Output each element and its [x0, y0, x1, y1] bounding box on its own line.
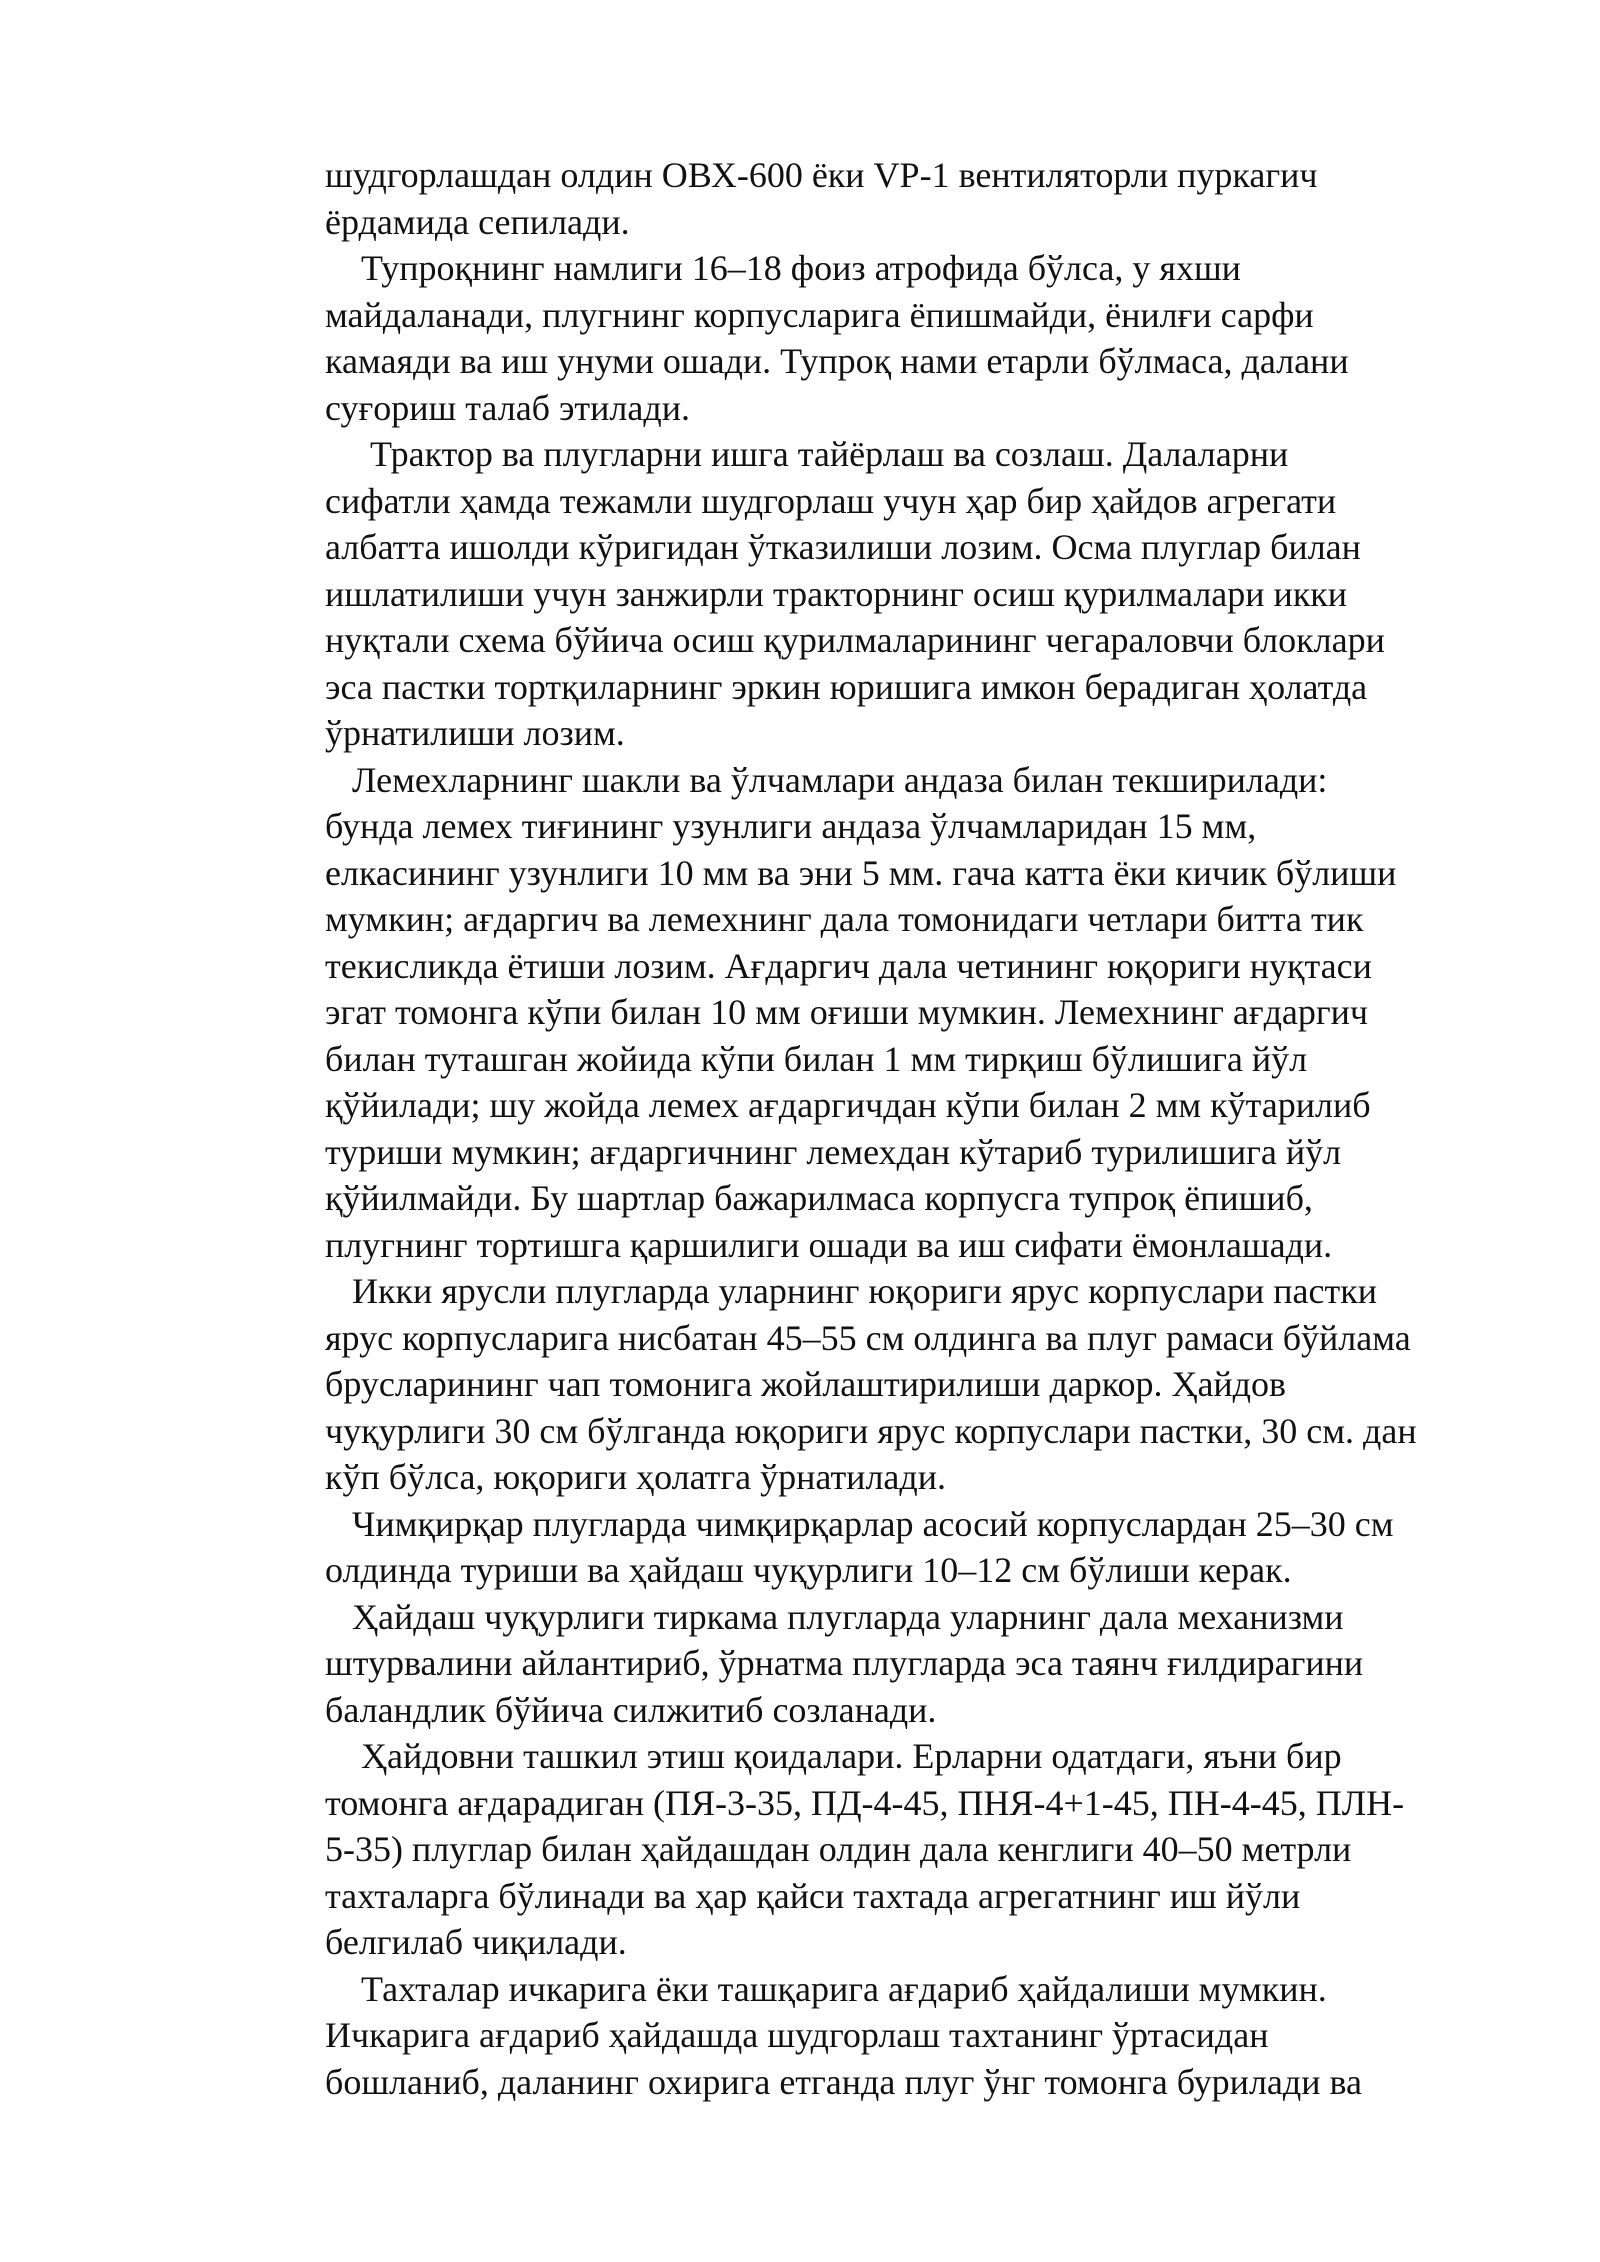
- text-line: штурвалини айлантириб, ўрнатма плугларда эса таянч ғилдирагини: [325, 1643, 1364, 1683]
- text-line: белгилаб чиқилади.: [325, 1922, 627, 1962]
- text-line: Тахталар ичкарига ёки ташқарига ағдариб ҳайдалиши мумкин.: [325, 1968, 1327, 2009]
- text-line: текисликда ётиши лозим. Ағдаргич дала четининг юқориги нуқтаси: [325, 945, 1372, 986]
- text-line: бунда лемех тиғининг узунлиги андаза ўлчамларидан 15 мм,: [325, 806, 1257, 846]
- text-line: ярус корпусларига нисбатан 45–55 см олдинга ва плуг рамаси бўйлама: [325, 1317, 1411, 1358]
- text-line: кўп бўлса, юқориги ҳолатга ўрнатилади.: [325, 1457, 946, 1497]
- text-line: Чимқирқар плугларда чимқирқарлар асосий корпуслардан 25–30 см: [325, 1503, 1394, 1544]
- text-line: майдаланади, плугнинг корпусларига ёпишмайди, ёнилғи сарфи: [325, 294, 1314, 335]
- text-line: Тупроқнинг намлиги 16–18 фоиз атрофида бўлса, у яхши: [325, 248, 1241, 288]
- text-line: туриши мумкин; ағдаргичнинг лемехдан кўтариб турилишига йўл: [325, 1131, 1342, 1172]
- text-line: шудгорлашдан олдин ОВХ-600 ёки VP-1 вентиляторли пуркагич: [325, 155, 1318, 195]
- text-line: камаяди ва иш унуми ошади. Тупроқ нами етарли бўлмаса, далани: [325, 341, 1349, 381]
- text-line: томонга ағдарадиган (ПЯ-3-35, ПД-4-45, ПНЯ-4+1-45, ПН-4-45, ПЛН-: [325, 1782, 1405, 1823]
- text-line: ёрдамида сепилади.: [325, 201, 630, 242]
- text-line: қўйилади; шу жойда лемех ағдаргичдан кўпи билан 2 мм кўтарилиб: [325, 1085, 1371, 1125]
- text-line: Лемехларнинг шакли ва ўлчамлари андаза билан текширилади:: [325, 759, 1328, 800]
- text-line: бошланиб, даланинг охирига етганда плуг ўнг томонга бурилади ва: [325, 2061, 1362, 2102]
- text-line: баландлик бўйича силжитиб созланади.: [325, 1689, 937, 1730]
- text-line: Ичкарига ағдариб ҳайдашда шудгорлаш тахтанинг ўртасидан: [325, 2015, 1269, 2055]
- text-line: плугнинг тортишга қаршилиги ошади ва иш сифати ёмонлашади.: [325, 1224, 1333, 1265]
- text-line: елкасининг узунлиги 10 мм ва эни 5 мм. гача катта ёки кичик бўлиши: [325, 852, 1397, 893]
- text-line: брусларининг чап томонига жойлаштирилиши даркор. Ҳайдов: [325, 1364, 1286, 1404]
- text-line: Ҳайдаш чуқурлиги тиркама плугларда уларнинг дала механизми: [325, 1596, 1344, 1637]
- text-line: олдинда туриши ва ҳайдаш чуқурлиги 10–12 см бўлиши керак.: [325, 1550, 1292, 1590]
- text-line: суғориш талаб этилади.: [325, 387, 690, 428]
- text-line: ишлатилиши учун занжирли тракторнинг осиш қурилмалари икки: [325, 573, 1348, 614]
- text-line: Трактор ва плугларни ишга тайёрлаш ва созлаш. Далаларни: [325, 434, 1289, 474]
- text-line: ўрнатилиши лозим.: [325, 713, 625, 753]
- body-text: [325, 152, 1475, 2105]
- text-line: 5-35) плуглар билан ҳайдашдан олдин дала кенглиги 40–50 метрли: [325, 1829, 1352, 1869]
- text-line: нуқтали схема бўйича осиш қурилмаларининг чегараловчи блоклари: [325, 620, 1385, 660]
- text-line: тахталарга бўлинади ва ҳар қайси тахтада агрегатнинг иш йўли: [325, 1875, 1301, 1916]
- text-line: Ҳайдовни ташкил этиш қоидалари. Ерларни одатдаги, яъни бир: [325, 1736, 1342, 1776]
- text-line: мумкин; ағдаргич ва лемехнинг дала томонидаги четлари битта тик: [325, 899, 1364, 939]
- text-line: эгат томонга кўпи билан 10 мм оғиши мумкин. Лемехнинг ағдаргич: [325, 992, 1369, 1032]
- text-line: Икки ярусли плугларда уларнинг юқориги ярус корпуслари пастки: [325, 1271, 1377, 1311]
- text-line: эса пастки тортқиларнинг эркин юришига имкон берадиган ҳолатда: [325, 666, 1368, 707]
- text-line: билан туташган жойида кўпи билан 1 мм тирқиш бўлишига йўл: [325, 1038, 1308, 1079]
- text-line: сифатли ҳамда тежамли шудгорлаш учун ҳар бир ҳайдов агрегати: [325, 480, 1337, 521]
- text-line: албатта ишолди кўригидан ўтказилиши лозим. Осма плуглар билан: [325, 527, 1361, 567]
- text-line: чуқурлиги 30 см бўлганда юқориги ярус корпуслари пастки, 30 см. дан: [325, 1410, 1417, 1451]
- text-line: қўйилмайди. Бу шартлар бажарилмаса корпусга тупроқ ёпишиб,: [325, 1178, 1313, 1218]
